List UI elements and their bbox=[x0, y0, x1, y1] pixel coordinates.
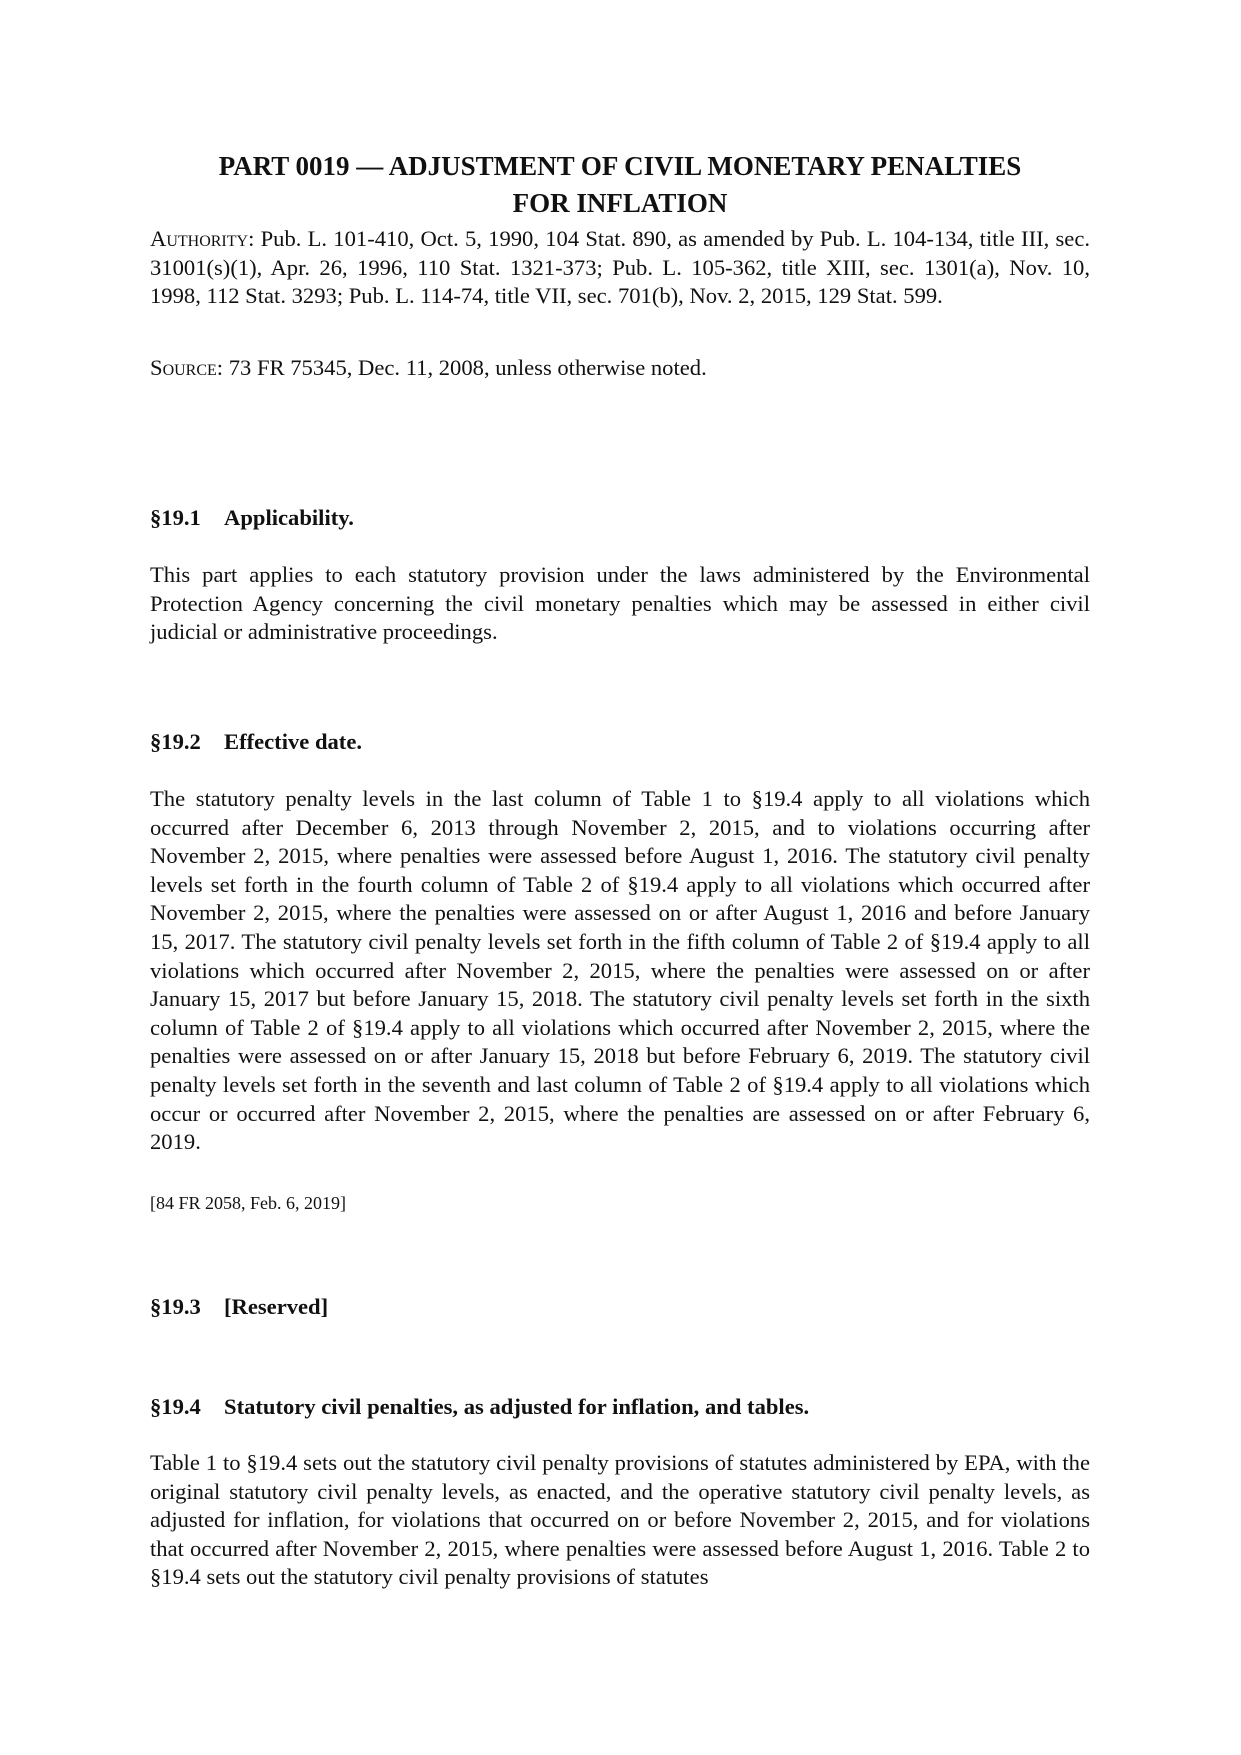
section-heading-19-3 bbox=[150, 1293, 328, 1321]
section-citation-19-2: [84 FR 2058, Feb. 6, 2019] bbox=[150, 1193, 347, 1213]
section-number: §19.2 bbox=[150, 729, 201, 754]
title-line-1: PART 0019 — ADJUSTMENT OF CIVIL MONETARY PENALTIES bbox=[218, 151, 1022, 181]
section-title: Applicability. bbox=[224, 505, 354, 530]
section-heading-19-4 bbox=[150, 1393, 809, 1421]
authority-text: Pub. L. 101-410, Oct. 5, 1990, 104 Stat. 890, as amended by Pub. L. 104-134, title III, sec. 31001(s)(1), Apr. 26, 1996, 110 Stat. 1321-373; Pub. L. 105-362, title XIII, sec. 1301(a), Nov. 10, 1998, 112 Stat. 3293; Pub. L. 114-74, title VII, sec. 701(b), Nov. 2, 2015, 129 Stat. 599. bbox=[150, 226, 1090, 309]
section-title: Statutory civil penalties, as adjusted for inflation, and tables. bbox=[224, 1394, 810, 1419]
section-body-19-2: The statutory penalty levels in the last column of Table 1 to §19.4 apply to all violations which occurred after December 6, 2013 through November 2, 2015, and to violations occurring after November 2, 2015, where penalties were assessed before August 1, 2016. The statutory civil penalty levels set forth in the fourth column of Table 2 of §19.4 apply to all violations which occurred after November 2, 2015, where the penalties were assessed on or after August 1, 2016 and before January 15, 2017. The statutory civil penalty levels set forth in the fifth column of Table 2 of §19.4 apply to all violations which occurred after November 2, 2015, where the penalties were assessed on or after January 15, 2017 but before January 15, 2018. The statutory civil penalty levels set forth in the sixth column of Table 2 of §19.4 apply to all violations which occurred after November 2, 2015, where the penalties were assessed on or after January 15, 2018 but before February 6, 2019. The statutory civil penalty levels set forth in the seventh and last column of Table 2 of §19.4 apply to all violations which occur or occurred after November 2, 2015, where the penalties are assessed on or after February 6, 2019. bbox=[150, 786, 1090, 1155]
source-paragraph bbox=[150, 354, 1090, 383]
section-title: Effective date. bbox=[224, 729, 363, 754]
section-number: §19.4 bbox=[150, 1394, 201, 1419]
section-body-19-4: Table 1 to §19.4 sets out the statutory civil penalty provisions of statutes administered by EPA, with the original statutory civil penalty levels, as enacted, and the operative statutory civil penalty levels, as adjusted for inflation, for violations that occurred on or before November 2, 2015, and for violations that occurred after November 2, 2015, where penalties were assessed before August 1, 2016. Table 2 to §19.4 sets out the statutory civil penalty provisions of statutes bbox=[150, 1450, 1090, 1590]
title-line-2: FOR INFLATION bbox=[512, 188, 728, 218]
source-text: 73 FR 75345, Dec. 11, 2008, unless otherwise noted. bbox=[228, 355, 707, 380]
authority-label: Authority: bbox=[150, 226, 255, 251]
section-number: §19.3 bbox=[150, 1294, 201, 1319]
source-label: Source: bbox=[150, 355, 224, 380]
section-number: §19.1 bbox=[150, 505, 201, 530]
authority-paragraph bbox=[150, 225, 1090, 311]
section-heading-19-2 bbox=[150, 728, 362, 756]
section-heading-19-1 bbox=[150, 504, 354, 532]
page-title bbox=[150, 148, 1090, 222]
section-body-19-1: This part applies to each statutory provision under the laws administered by the Environmental Protection Agency concerning the civil monetary penalties which may be assessed in either civil judicial or administrative proceedings. bbox=[150, 562, 1090, 645]
section-title: [Reserved] bbox=[224, 1294, 329, 1319]
